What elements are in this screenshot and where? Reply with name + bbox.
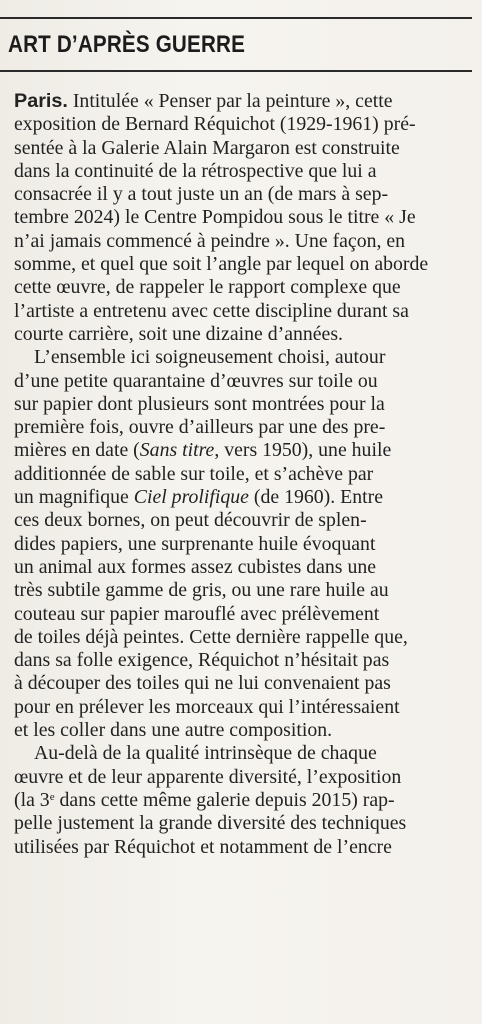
article-line: [14, 370, 462, 393]
article-text: un animal aux formes assez cubistes dans une: [14, 555, 377, 578]
article-text: un magnifique: [14, 486, 134, 509]
article-line: [14, 463, 462, 486]
artwork-title: Sans titre: [139, 439, 215, 462]
article-line: [14, 836, 462, 859]
heading-rule: [0, 70, 472, 72]
section-heading: ART D’APRÈS GUERRE: [8, 31, 246, 58]
article-text: courte carrière, soit une dizaine d’années.: [14, 322, 343, 345]
article-line: [14, 696, 462, 719]
article-line: [14, 183, 462, 206]
article-text: somme, et quel que soit l’angle par lequel on aborde: [14, 253, 429, 276]
article-line: [14, 649, 462, 672]
article-text: Au-delà de la qualité intrinsèque de chaque: [34, 742, 377, 765]
article-line: [14, 90, 462, 113]
article-line: [14, 346, 462, 369]
article-text: dans la continuité de la rétrospective que lui a: [14, 159, 377, 182]
article-text: l’artiste a entretenu avec cette discipline durant sa: [14, 299, 409, 322]
article-text: couteau sur papier marouflé avec prélèvement: [14, 602, 380, 625]
article-text: n’ai jamais commencé à peindre ». Une façon, en: [14, 229, 406, 252]
article-text: additionnée de sable sur toile, et s’achève par: [14, 462, 374, 485]
article-line: [14, 137, 462, 160]
dateline-city: Paris.: [14, 90, 68, 112]
article-line: [14, 253, 462, 276]
article-text: de toiles déjà peintes. Cette dernière rappelle que,: [14, 625, 408, 648]
article-line: [14, 300, 462, 323]
article-text: (la 3: [14, 788, 50, 811]
article-line: [14, 160, 462, 183]
article-line: [14, 719, 462, 742]
article-text: d’une petite quarantaine d’œuvres sur toile ou: [14, 369, 378, 392]
article-line: [14, 812, 462, 835]
article-text: ces deux bornes, on peut découvrir de splen-: [14, 509, 367, 532]
article-text: Intitulée « Penser par la peinture », cette: [67, 90, 393, 112]
article-text: dans sa folle exigence, Réquichot n’hésitait pas: [14, 649, 390, 672]
article-line: [14, 603, 462, 626]
top-rule: [0, 17, 472, 19]
article-text: utilisées par Réquichot et notamment de l’encre: [14, 835, 392, 858]
article-text: pour en prélever les morceaux qui l’intéressaient: [14, 695, 400, 718]
article-text: exposition de Bernard Réquichot (1929-1961) pré-: [14, 113, 416, 136]
article-line: [14, 672, 462, 695]
article-line: [14, 556, 462, 579]
article-text: à découper des toiles qui ne lui convenaient pas: [14, 672, 391, 695]
article-body: [14, 90, 462, 859]
article-text: cette œuvre, de rappeler le rapport complexe que: [14, 276, 401, 299]
article-text: mières en date (: [14, 439, 140, 462]
article-text: pelle justement la grande diversité des techniques: [14, 812, 407, 835]
article-text: première fois, ouvre d’ailleurs par une des pre-: [14, 416, 386, 439]
article-text: et les coller dans une autre composition.: [14, 719, 333, 742]
article-line: [14, 766, 462, 789]
article-line: [14, 439, 462, 462]
article-line: [14, 486, 462, 509]
article-line: [14, 393, 462, 416]
article-text: , vers 1950), une huile: [214, 439, 392, 462]
article-line: [14, 416, 462, 439]
article-text: consacrée il y a tout juste un an (de mars à sep-: [14, 183, 389, 206]
artwork-title: Ciel prolifique: [133, 486, 249, 509]
article-text: œuvre et de leur apparente diversité, l’exposition: [14, 765, 402, 788]
article-line: [14, 533, 462, 556]
article-text: dides papiers, une surprenante huile évoquant: [14, 532, 376, 555]
article-text: très subtile gamme de gris, ou une rare huile au: [14, 579, 389, 602]
article-text: sentée à la Galerie Alain Margaron est construite: [14, 136, 400, 159]
article-text: L’ensemble ici soigneusement choisi, autour: [34, 346, 386, 369]
article-text: dans cette même galerie depuis 2015) rap-: [54, 788, 395, 811]
article-line: [14, 789, 462, 812]
ordinal-suffix: e: [49, 790, 55, 803]
article-line: [14, 742, 462, 765]
article-text: sur papier dont plusieurs sont montrées pour la: [14, 392, 385, 415]
article-line: [14, 323, 462, 346]
article-line: [14, 206, 462, 229]
article-line: [14, 113, 462, 136]
article-text: (de 1960). Entre: [248, 486, 383, 509]
article-text: tembre 2024) le Centre Pompidou sous le titre « Je: [14, 206, 416, 229]
article-line: [14, 230, 462, 253]
article-line: [14, 626, 462, 649]
article-line: [14, 276, 462, 299]
article-line: [14, 579, 462, 602]
article-line: [14, 509, 462, 532]
